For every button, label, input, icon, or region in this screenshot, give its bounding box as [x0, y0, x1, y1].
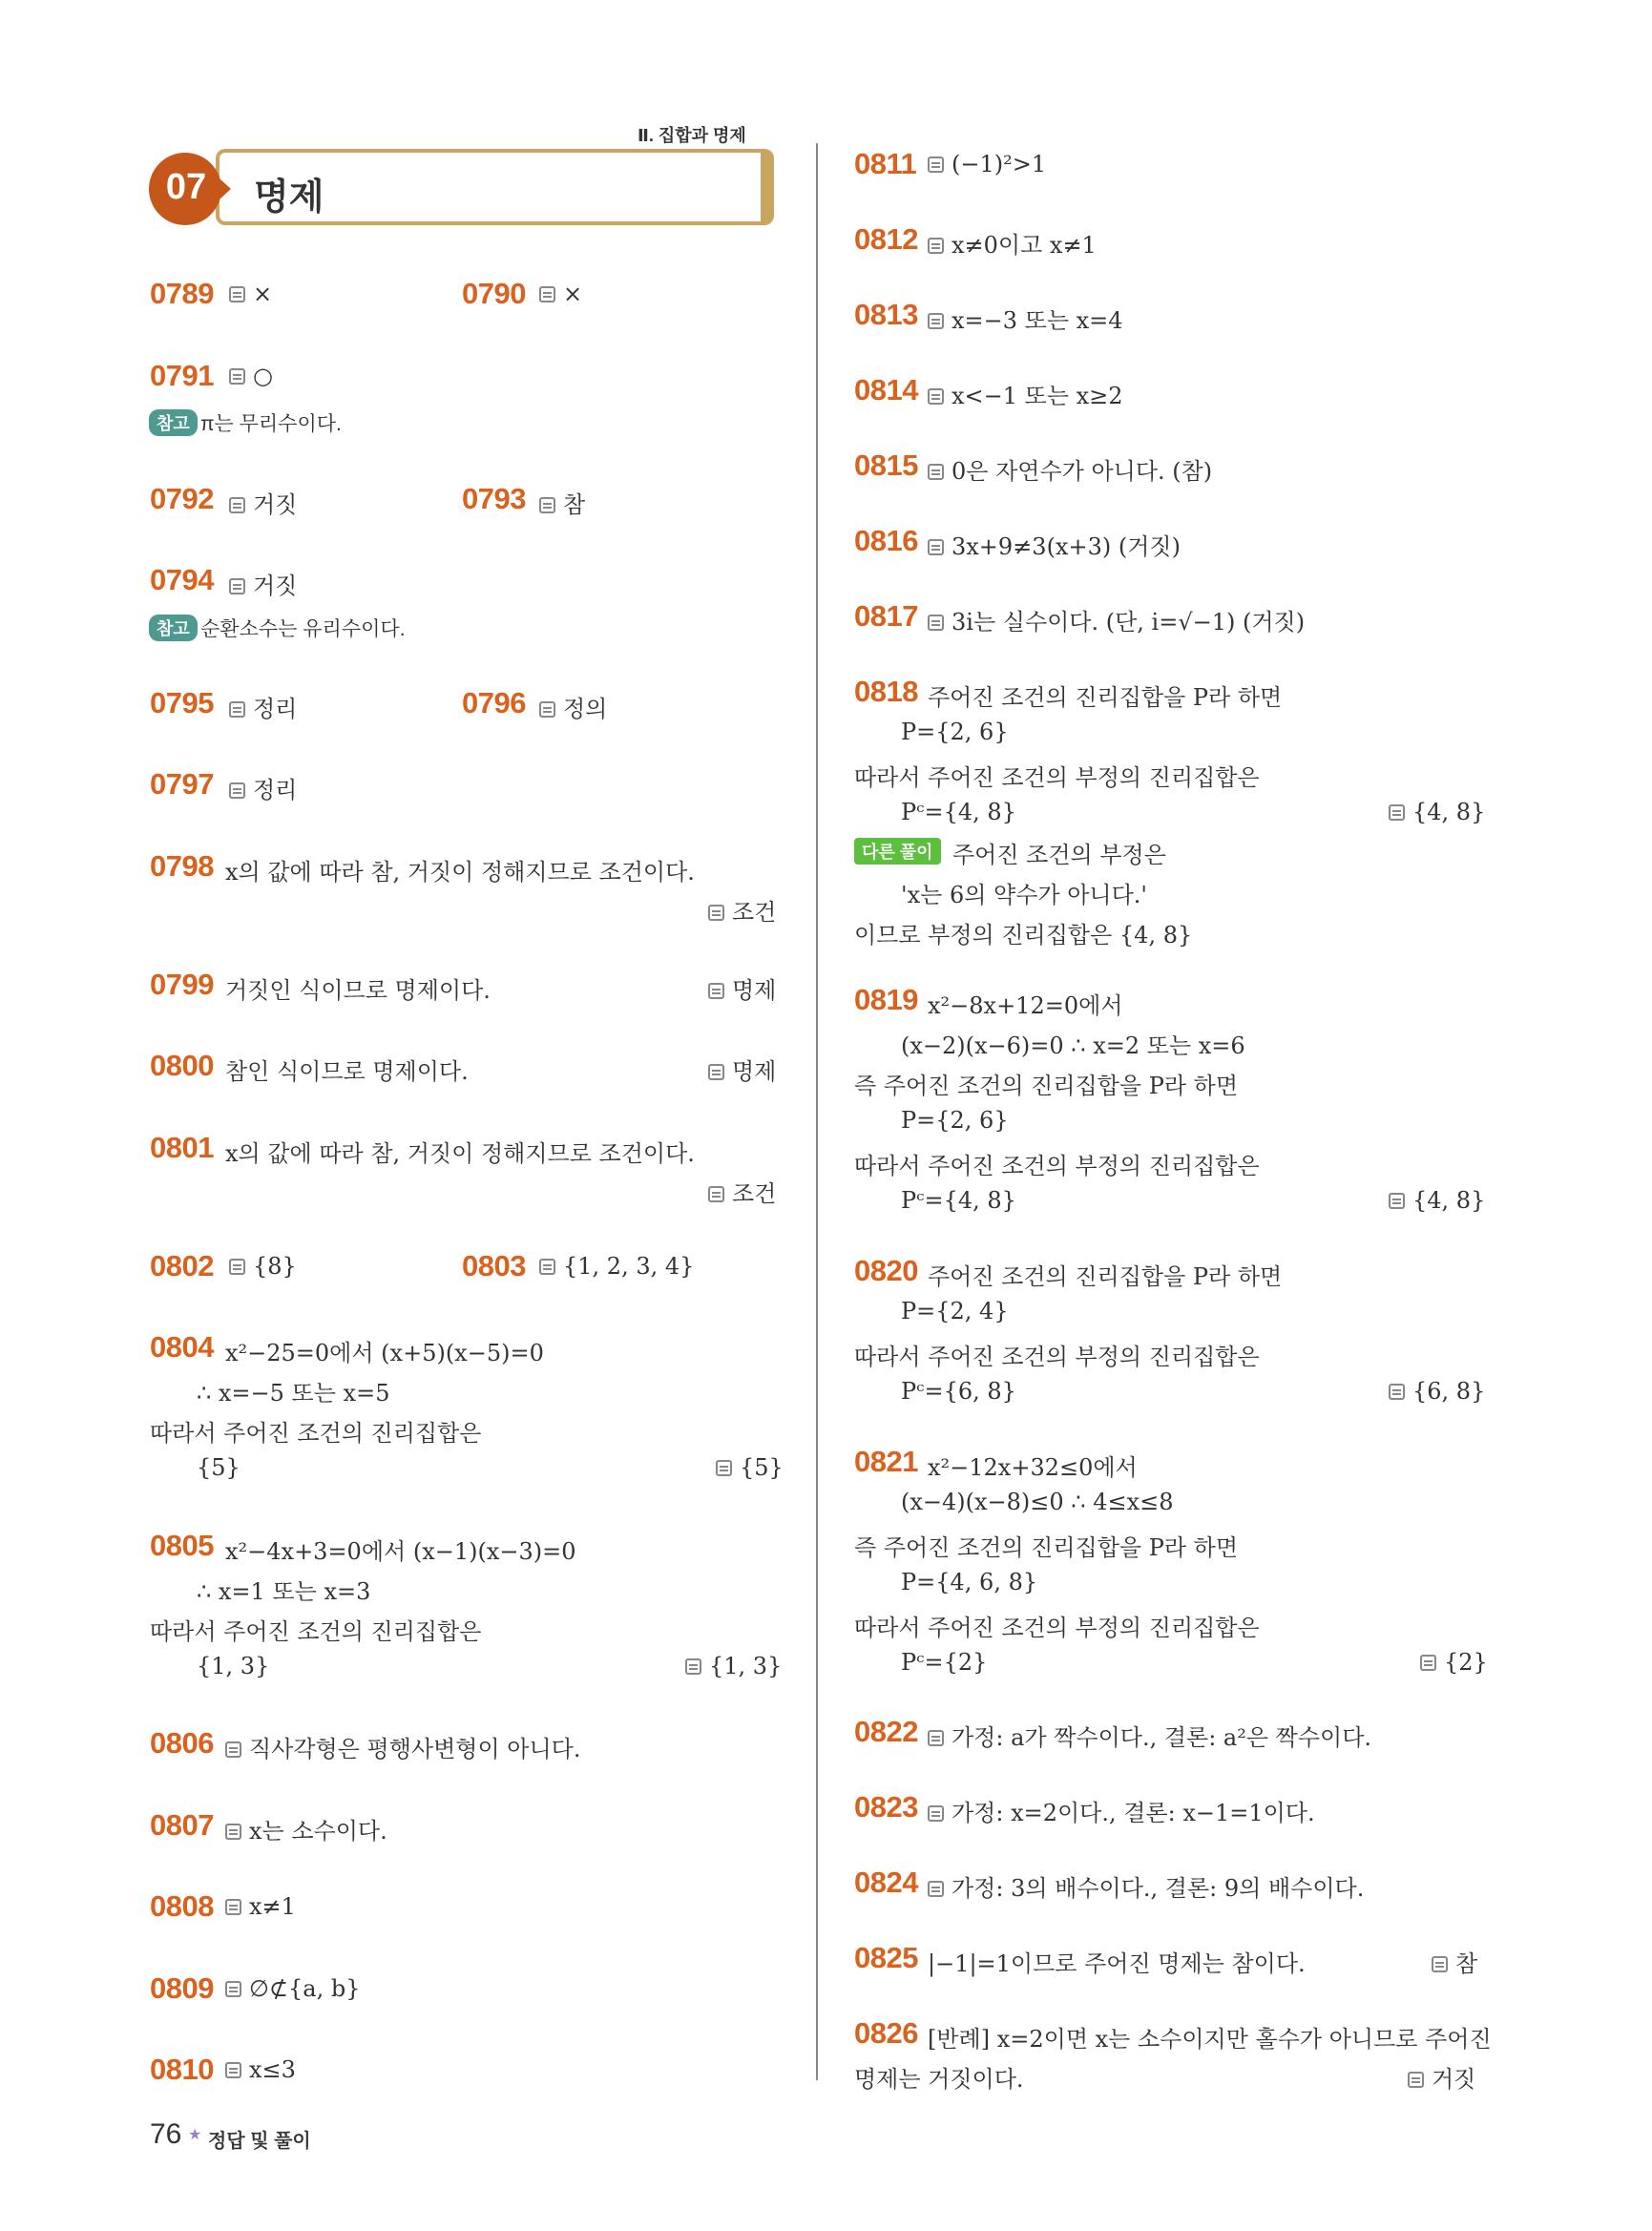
- solution-text: x의 값에 따라 참, 거짓이 정해지므로 조건이다.: [225, 1140, 695, 1167]
- answer-icon: [708, 1064, 724, 1080]
- problem-number: 0793: [462, 482, 526, 515]
- problem-number: 0801: [150, 1131, 214, 1164]
- answer: {5}: [716, 1454, 784, 1481]
- problem-number: 0816: [854, 524, 918, 557]
- solution-text: P={2, 4}: [901, 1298, 1009, 1324]
- answer: 3x+9≠3(x+3) (거짓): [928, 528, 1181, 561]
- answer: 가정: x=2이다., 결론: x−1=1이다.: [928, 1794, 1315, 1827]
- problem-number: 0795: [150, 686, 214, 719]
- problem-number: 0806: [150, 1726, 214, 1760]
- answer: {2}: [1420, 1649, 1488, 1676]
- problem-number: 0824: [854, 1866, 918, 1899]
- solution-text: x²−12x+32≤0에서: [928, 1454, 1138, 1481]
- answer: ∅⊄{a, b}: [225, 1975, 360, 2002]
- answer-icon: [225, 1741, 241, 1758]
- answer: 정의: [539, 690, 607, 723]
- problem-number: 0794: [150, 563, 214, 596]
- solution-text: Pᶜ={2}: [901, 1649, 988, 1676]
- footer-label: 정답 및 풀이: [208, 2131, 311, 2152]
- problem-number: 0792: [150, 482, 214, 515]
- answer: x≤3: [225, 2056, 296, 2083]
- answer: 정리: [229, 771, 297, 804]
- answer-icon: [539, 701, 555, 718]
- answer-icon: [1389, 1384, 1405, 1400]
- answer-icon: [225, 1899, 241, 1915]
- answer: 가정: 3의 배수이다., 결론: 9의 배수이다.: [928, 1869, 1364, 1903]
- answer: (−1)²>1: [928, 151, 1046, 177]
- page-number: 76: [150, 2118, 182, 2150]
- solution-text: {1, 3}: [197, 1653, 270, 1679]
- problem-number: 0808: [150, 1889, 214, 1923]
- answer: x<−1 또는 x≥2: [928, 377, 1123, 410]
- answer-icon: [1420, 1655, 1436, 1671]
- solution-text: 따라서 주어진 조건의 부정의 진리집합은: [854, 1615, 1260, 1641]
- problem-number: 0800: [150, 1049, 214, 1082]
- answer: 3i는 실수이다. (단, i=√−1) (거짓): [928, 603, 1305, 636]
- answer: {8}: [229, 1253, 297, 1280]
- column-divider: [816, 143, 818, 2080]
- problem-number: 0803: [462, 1249, 526, 1282]
- answer: 0은 자연수가 아니다. (참): [928, 452, 1212, 486]
- solution-text: 따라서 주어진 조건의 부정의 진리집합은: [854, 1344, 1260, 1370]
- answer: 거짓: [1408, 2060, 1475, 2094]
- solution-text: Pᶜ={6, 8}: [901, 1378, 1016, 1405]
- answer: {6, 8}: [1389, 1378, 1485, 1405]
- problem-number: 0821: [854, 1445, 918, 1478]
- breadcrumb: Ⅱ. 집합과 명제: [638, 126, 746, 145]
- solution-text: ∴ x=−5 또는 x=5: [197, 1380, 390, 1407]
- solution-text: 주어진 조건의 부정은: [952, 842, 1166, 868]
- answer: 직사각형은 평행사변형이 아니다.: [225, 1730, 580, 1763]
- problem-number: 0814: [854, 373, 918, 407]
- solution-text: 'x는 6의 약수가 아니다.': [901, 882, 1147, 908]
- answer-icon: [225, 1824, 241, 1840]
- problem-number: 0818: [854, 675, 918, 708]
- answer: {4, 8}: [1389, 1187, 1485, 1214]
- answer: 거짓: [229, 486, 297, 519]
- answer-icon: [225, 2062, 241, 2078]
- answer: 참: [539, 486, 585, 519]
- note-text: π는 무리수이다.: [200, 413, 342, 435]
- answer-icon: [229, 497, 245, 513]
- problem-number: 0802: [150, 1249, 214, 1282]
- problem-number: 0825: [854, 1941, 918, 1974]
- problem-number: 0812: [854, 222, 918, 256]
- answer: 참: [1432, 1945, 1477, 1978]
- answer: 명제: [708, 971, 776, 1005]
- solution-text: (x−2)(x−6)=0 ∴ x=2 또는 x=6: [901, 1032, 1245, 1059]
- answer-icon: [229, 368, 245, 385]
- solution-text: Pᶜ={4, 8}: [901, 1187, 1016, 1214]
- chapter-number: 07: [165, 167, 207, 207]
- solution-text: |−1|=1이므로 주어진 명제는 참이다.: [928, 1950, 1306, 1977]
- problem-number: 0791: [150, 359, 214, 392]
- solution-text: 주어진 조건의 진리집합을 P라 하면: [928, 1263, 1283, 1290]
- reference-tag: 참고: [149, 409, 198, 436]
- problem-number: 0822: [854, 1715, 918, 1748]
- answer: 가정: a가 짝수이다., 결론: a²은 짝수이다.: [928, 1719, 1371, 1752]
- problem-number: 0817: [854, 599, 918, 633]
- solution-text: [반례] x=2이면 x는 소수이지만 홀수가 아니므로 주어진: [928, 2026, 1492, 2053]
- answer-icon: [928, 539, 944, 555]
- problem-number: 0790: [462, 277, 526, 310]
- solution-text: 명제는 거짓이다.: [854, 2066, 1024, 2093]
- chapter-title: 명제: [254, 177, 324, 218]
- problem-number: 0820: [854, 1254, 918, 1287]
- answer: 명제: [708, 1053, 776, 1086]
- answer-icon: [928, 615, 944, 631]
- solution-text: 따라서 주어진 조건의 부정의 진리집합은: [854, 764, 1260, 791]
- solution-text: x의 값에 따라 참, 거짓이 정해지므로 조건이다.: [225, 859, 695, 886]
- solution-text: 이므로 부정의 진리집합은 {4, 8}: [854, 922, 1193, 949]
- answer: 조건: [708, 1175, 776, 1208]
- answer: {4, 8}: [1389, 799, 1485, 825]
- answer-icon: [229, 578, 245, 594]
- answer: 조건: [708, 893, 776, 927]
- answer-icon: [1408, 2072, 1424, 2088]
- problem-number: 0798: [150, 849, 214, 883]
- answer-icon: [229, 1259, 245, 1275]
- answer-icon: [1389, 804, 1405, 821]
- note-text: 순환소수는 유리수이다.: [200, 618, 406, 640]
- answer: {1, 3}: [685, 1653, 782, 1679]
- answer: ×: [229, 281, 272, 307]
- solution-text: {5}: [197, 1454, 240, 1481]
- answer-icon: [1389, 1193, 1405, 1209]
- problem-number: 0799: [150, 968, 214, 1001]
- answer-icon: [229, 782, 245, 799]
- solution-text: P={2, 6}: [901, 719, 1009, 745]
- answer-icon: [716, 1460, 732, 1476]
- answer-icon: [708, 983, 724, 999]
- solution-text: 주어진 조건의 진리집합을 P라 하면: [928, 684, 1283, 711]
- problem-number: 0819: [854, 983, 918, 1016]
- solution-text: ∴ x=1 또는 x=3: [197, 1578, 371, 1605]
- solution-text: 즉 주어진 조건의 진리집합을 P라 하면: [854, 1534, 1239, 1561]
- answer-icon: [685, 1658, 701, 1675]
- problem-number: 0797: [150, 767, 214, 801]
- answer-icon: [539, 497, 555, 513]
- solution-text: x²−25=0에서 (x+5)(x−5)=0: [225, 1340, 544, 1366]
- problem-number: 0805: [150, 1529, 214, 1562]
- answer-icon: [225, 1981, 241, 1997]
- solution-text: x²−8x+12=0에서: [928, 992, 1123, 1019]
- answer-icon: [928, 464, 944, 480]
- answer-icon: [229, 286, 245, 302]
- star-icon: ★: [188, 2125, 202, 2143]
- answer-icon: [928, 313, 944, 329]
- reference-tag: 참고: [149, 615, 198, 641]
- alternative-solution-tag: 다른 풀이: [854, 838, 941, 865]
- answer-icon: [1432, 1956, 1448, 1972]
- answer-icon: [928, 156, 944, 173]
- solution-text: 거짓인 식이므로 명제이다.: [225, 977, 491, 1004]
- answer: ×: [539, 281, 582, 307]
- answer: 거짓: [229, 567, 297, 600]
- answer: x≠1: [225, 1893, 296, 1920]
- answer-icon: [928, 388, 944, 405]
- solution-text: Pᶜ={4, 8}: [901, 799, 1016, 825]
- answer: x≠0이고 x≠1: [928, 226, 1097, 260]
- problem-number: 0810: [150, 2053, 214, 2086]
- answer: 정리: [229, 690, 297, 723]
- answer-icon: [539, 1259, 555, 1275]
- solution-text: 따라서 주어진 조건의 부정의 진리집합은: [854, 1153, 1260, 1179]
- answer-icon: [708, 905, 724, 921]
- answer-icon: [708, 1186, 724, 1202]
- solution-text: (x−4)(x−8)≤0 ∴ 4≤x≤8: [901, 1489, 1174, 1515]
- problem-number: 0809: [150, 1971, 214, 2005]
- answer: x=−3 또는 x=4: [928, 302, 1123, 335]
- solution-text: x²−4x+3=0에서 (x−1)(x−3)=0: [225, 1538, 576, 1565]
- answer: ○: [229, 363, 273, 389]
- answer-icon: [928, 1881, 944, 1897]
- problem-number: 0804: [150, 1330, 214, 1364]
- problem-number: 0811: [854, 147, 917, 180]
- problem-number: 0796: [462, 686, 526, 719]
- answer: x는 소수이다.: [225, 1812, 387, 1845]
- problem-number: 0826: [854, 2016, 918, 2050]
- answer-icon: [928, 1730, 944, 1746]
- problem-number: 0813: [854, 298, 918, 331]
- solution-text: 따라서 주어진 조건의 진리집합은: [150, 1420, 482, 1447]
- problem-number: 0789: [150, 277, 214, 310]
- answer-icon: [539, 286, 555, 302]
- problem-number: 0823: [854, 1790, 918, 1824]
- solution-text: 참인 식이므로 명제이다.: [225, 1058, 469, 1085]
- solution-text: P={4, 6, 8}: [901, 1569, 1038, 1595]
- solution-text: 따라서 주어진 조건의 진리집합은: [150, 1618, 482, 1645]
- answer: {1, 2, 3, 4}: [539, 1253, 694, 1280]
- answer-icon: [928, 238, 944, 254]
- answer-icon: [229, 701, 245, 718]
- solution-text: 즉 주어진 조건의 진리집합을 P라 하면: [854, 1073, 1239, 1099]
- problem-number: 0815: [854, 448, 918, 482]
- problem-number: 0807: [150, 1808, 214, 1842]
- answer-icon: [928, 1805, 944, 1822]
- solution-text: P={2, 6}: [901, 1107, 1009, 1134]
